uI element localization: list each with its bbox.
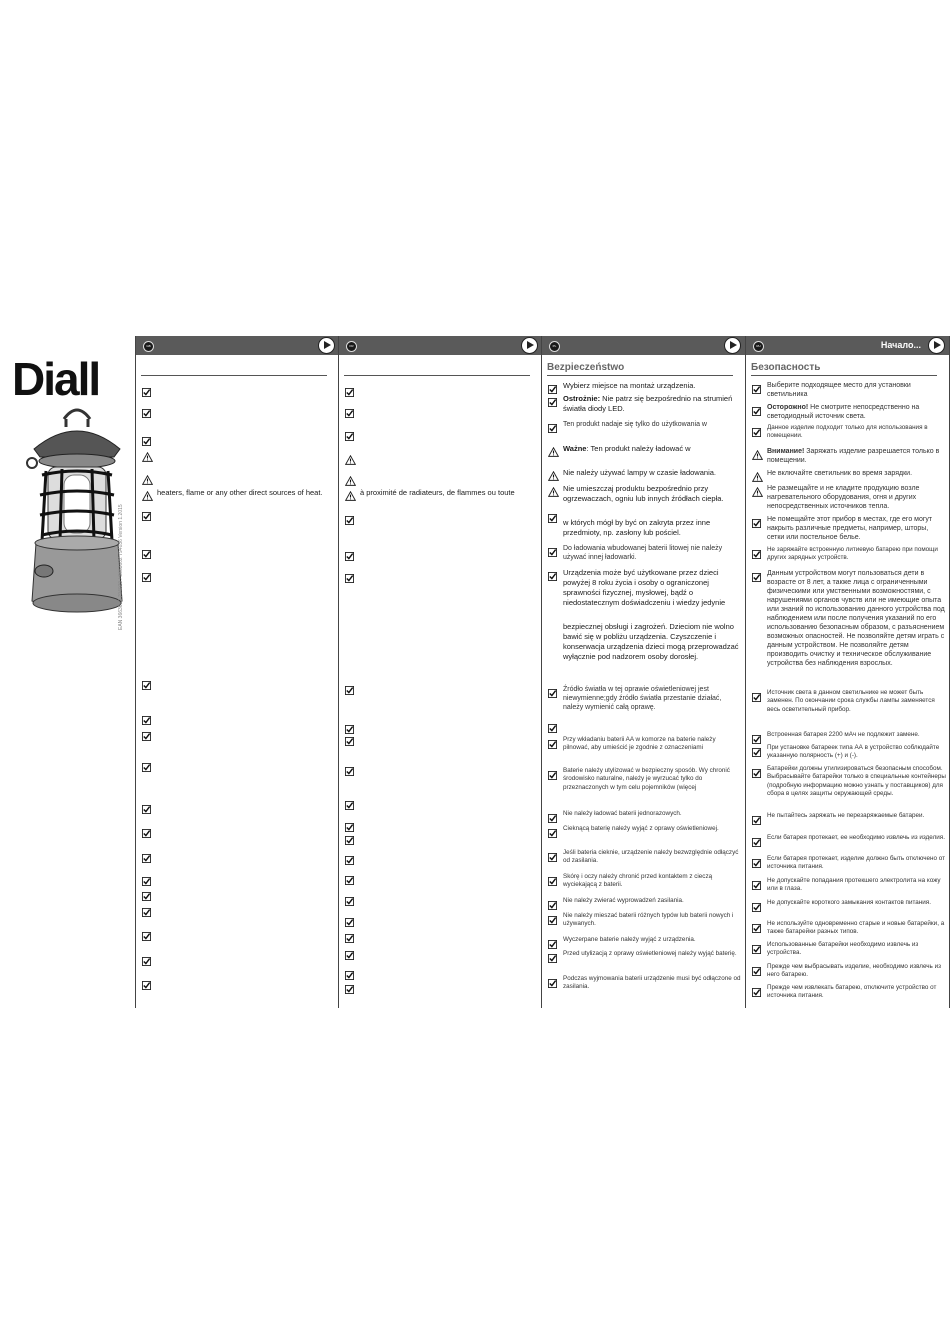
section-title	[344, 362, 530, 376]
checkbox-check-icon	[142, 508, 151, 517]
safety-item-text: bezpiecznej obsługi i zagrożeń. Dzieciom nie wolno bawić się w pobliżu urządzenia. Czyszczenie i konserwacja urządzenia dzieci mogą przeprowadzać wyłącznie pod nadzorem osoby dorosłej.	[563, 622, 739, 661]
warning-triangle-icon	[142, 472, 151, 481]
next-arrow-button[interactable]	[724, 337, 741, 354]
checkbox-check-icon	[752, 963, 761, 972]
checkbox-check-icon	[142, 928, 151, 937]
warning-triangle-icon	[752, 484, 761, 493]
safety-item-text: Не допускайте попадания протекшего электролита на кожу или в глаза.	[767, 877, 941, 893]
checkbox-check-icon	[548, 394, 557, 403]
checkbox-check-icon	[345, 797, 354, 806]
warning-triangle-icon	[345, 488, 354, 497]
checkbox-check-icon	[548, 936, 557, 945]
safety-item-text: Źródło światła w tej oprawie oświetleniowej jest niewymienne;gdy źródło światła przestanie działać, należy wymienić całą oprawę.	[563, 686, 722, 711]
checkbox-check-icon	[548, 825, 557, 834]
safety-item-text: Использованные батарейки необходимо извлечь из устройства.	[767, 941, 919, 957]
checkbox-check-icon	[752, 984, 761, 993]
next-arrow-button[interactable]	[928, 337, 945, 354]
column-header-bar	[136, 336, 339, 355]
safety-item-text: Ostrożnie: Nie patrz się bezpośrednio na strumień światła diody LED.	[563, 394, 733, 413]
safety-item-text: Jeśli bateria cieknie, urządzenie należy bezwzględnie odłączyć od zasilania.	[563, 849, 739, 865]
column-ru	[745, 336, 950, 1008]
checkbox-check-icon	[142, 546, 151, 555]
safety-item-text: Осторожно! Не смотрите непосредственно на светодиодный источник света.	[767, 404, 920, 420]
safety-item-text: Не пытайтесь заряжать не перезаряжаемые батареи.	[767, 812, 925, 819]
checkbox-check-icon	[752, 899, 761, 908]
section-title: Безопасность	[751, 362, 937, 376]
safety-item-text: Если батарея протекает, ее необходимо извлечь из изделия.	[767, 834, 945, 841]
checkbox-check-icon	[548, 767, 557, 776]
checkbox-check-icon	[752, 546, 761, 555]
checkbox-check-icon	[345, 548, 354, 557]
column-gb	[135, 336, 339, 1008]
safety-item-text: При установке батареек типа АА в устройство соблюдайте указанную полярность (+) и (-).	[767, 744, 940, 760]
warning-triangle-icon	[142, 488, 151, 497]
checkbox-check-icon	[345, 967, 354, 976]
checkbox-check-icon	[752, 689, 761, 698]
column-pl	[541, 336, 745, 1008]
safety-item-emphasis: Ważne	[563, 444, 587, 453]
safety-item-emphasis: Ostrożnie:	[563, 394, 601, 403]
safety-item-text: Не включайте светильник во время зарядки.	[767, 470, 913, 477]
checkbox-check-icon	[142, 904, 151, 913]
warning-triangle-icon	[548, 444, 557, 453]
column-fr	[338, 336, 542, 1008]
checkbox-check-icon	[345, 384, 354, 393]
safety-item-text: Nie należy zwierać wyprowadzeń zasilania.	[563, 897, 684, 904]
safety-item-text: Nie należy ładować baterii jednorazowych.	[563, 810, 682, 817]
checkbox-check-icon	[548, 685, 557, 694]
checkbox-check-icon	[752, 855, 761, 864]
checkbox-check-icon	[548, 420, 557, 429]
warning-triangle-icon	[142, 449, 151, 458]
checkbox-check-icon	[752, 731, 761, 740]
start-label: Начало...	[880, 340, 921, 350]
safety-item-text: Urządzenia może być użytkowane przez dzieci powyżej 8 roku życia i osoby o ograniczonej sprawności fizycznej, mysłowej, bądź o niedostatecznym doświadczeniu i wiedzy jedynie	[563, 568, 726, 607]
safety-item-text: Не допускайте короткого замыкания контактов питания.	[767, 899, 931, 906]
checkbox-check-icon	[345, 981, 354, 990]
checkbox-check-icon	[142, 677, 151, 686]
checkbox-check-icon	[142, 405, 151, 414]
checkbox-check-icon	[548, 736, 557, 745]
checkbox-check-icon	[548, 510, 557, 519]
checkbox-check-icon	[142, 953, 151, 962]
safety-item-text: Ten produkt nadaje się tylko do użytkowania w	[563, 421, 707, 428]
next-arrow-button[interactable]	[521, 337, 538, 354]
checkbox-check-icon	[548, 975, 557, 984]
safety-item-text: Данное изделие подходит только для использования в помещении.	[767, 424, 928, 440]
safety-item-text: Baterie należy utylizować w bezpieczny sposób. Wy chronić środowisko naturalne, należy je wyrzucać tylko do przeznaczonych w tym celu pojemników (więcej	[563, 767, 730, 791]
checkbox-check-icon	[548, 544, 557, 553]
checkbox-check-icon	[345, 733, 354, 742]
safety-item-text: Nie należy mieszać baterii różnych typów lub baterii nowych i używanych.	[563, 912, 734, 928]
checkbox-check-icon	[548, 873, 557, 882]
checkbox-check-icon	[548, 381, 557, 390]
safety-item-emphasis: Осторожно!	[767, 404, 809, 411]
checkbox-check-icon	[142, 825, 151, 834]
warning-triangle-icon	[752, 469, 761, 478]
checkbox-check-icon	[752, 744, 761, 753]
warning-triangle-icon	[345, 473, 354, 482]
brand-logo: Diall	[12, 353, 100, 405]
checkbox-check-icon	[548, 912, 557, 921]
safety-item-text: Батарейки должны утилизироваться безопасным способом. Выбрасывайте батарейки только в специальные контейнеры (подробную информацию можно узнать у поставщиков) для сбора в целях защиты окружающей среды.	[767, 765, 946, 797]
safety-item-text: Ważne: Ten produkt należy ładować w	[563, 444, 691, 453]
checkbox-check-icon	[548, 897, 557, 906]
checkbox-check-icon	[548, 849, 557, 858]
product-code: EAN 3663602 794029 / 3663602 794036 Version 1.2015	[118, 504, 124, 630]
safety-item-text: Источник света в данном светильнике не может быть заменен. По окончании срока службы лампы заменяется весь осветительный прибор.	[767, 689, 935, 713]
warning-triangle-icon	[548, 468, 557, 477]
checkbox-check-icon	[752, 403, 761, 412]
checkbox-check-icon	[142, 569, 151, 578]
safety-item-text: Nie umieszczaj produktu bezpośrednio przy ogrzewaczach, ogniu lub innych źródłach ciepła.	[563, 484, 724, 503]
checkbox-check-icon	[345, 763, 354, 772]
checkbox-check-icon	[345, 570, 354, 579]
safety-item-text: Skórę i oczy należy chronić przed kontaktem z cieczą wyciekającą z baterii.	[563, 873, 713, 889]
warning-triangle-icon	[345, 452, 354, 461]
language-badge: GB	[143, 341, 154, 352]
safety-item-text: Не используйте одновременно старые и новые батарейки, а также батарейки разных типов.	[767, 920, 945, 936]
checkbox-check-icon	[345, 832, 354, 841]
column-header-bar	[746, 336, 949, 355]
safety-item-emphasis: Внимание!	[767, 448, 805, 455]
section-title: Bezpieczeństwo	[547, 362, 733, 376]
safety-item-text: à proximité de radiateurs, de flammes ou toute	[360, 488, 515, 497]
checkbox-check-icon	[548, 720, 557, 729]
language-badge: PL	[549, 341, 560, 352]
checkbox-check-icon	[345, 852, 354, 861]
checkbox-check-icon	[752, 515, 761, 524]
checkbox-check-icon	[345, 914, 354, 923]
checkbox-check-icon	[752, 877, 761, 886]
next-arrow-button[interactable]	[318, 337, 335, 354]
column-header-bar	[542, 336, 745, 355]
checkbox-check-icon	[345, 682, 354, 691]
safety-item-text: heaters, flame or any other direct sources of heat.	[157, 488, 323, 497]
safety-item-text: w których mógł by być on zakryta przez inne przedmioty, np. zasłony lub pościel.	[563, 518, 711, 537]
checkbox-check-icon	[752, 765, 761, 774]
checkbox-check-icon	[548, 810, 557, 819]
checkbox-check-icon	[345, 893, 354, 902]
section-title	[141, 362, 327, 376]
checkbox-check-icon	[752, 920, 761, 929]
checkbox-check-icon	[752, 941, 761, 950]
safety-item-text: Do ładowania wbudowanej baterii litowej nie należy używać innej ładowarki.	[563, 545, 723, 561]
checkbox-check-icon	[345, 512, 354, 521]
checkbox-check-icon	[142, 728, 151, 737]
checkbox-check-icon	[142, 712, 151, 721]
checkbox-check-icon	[752, 812, 761, 821]
safety-item-text: Если батарея протекает, изделие должно быть отключено от источника питания.	[767, 855, 945, 871]
checkbox-check-icon	[548, 950, 557, 959]
checkbox-check-icon	[752, 424, 761, 433]
safety-item-text: Выберите подходящее место для установки светильника	[767, 382, 911, 398]
safety-item-text: Wyczerpane baterie należy wyjąć z urządzenia.	[563, 936, 696, 943]
checkbox-check-icon	[345, 872, 354, 881]
checkbox-check-icon	[752, 381, 761, 390]
safety-item-text: Wybierz miejsce na montaż urządzenia.	[563, 381, 696, 390]
checkbox-check-icon	[752, 569, 761, 578]
checkbox-check-icon	[142, 888, 151, 897]
safety-item-text: Не помещайте этот прибор в местах, где его могут накрыть различные предметы, например, шторы, сетки или постельное белье.	[767, 516, 933, 541]
checkbox-check-icon	[142, 759, 151, 768]
safety-item-text: Прежде чем извлекать батарею, отключите устройство от источника питания.	[767, 984, 937, 1000]
checkbox-check-icon	[142, 433, 151, 442]
checkbox-check-icon	[142, 850, 151, 859]
safety-item-text: Nie należy używać lampy w czasie ładowania.	[563, 468, 716, 477]
checkbox-check-icon	[345, 721, 354, 730]
checkbox-check-icon	[752, 834, 761, 843]
checkbox-check-icon	[142, 801, 151, 810]
checkbox-check-icon	[142, 384, 151, 393]
language-badge: FR	[346, 341, 357, 352]
safety-item-text: Przed utylizacją z oprawy oświetleniowej należy wyjąć baterię.	[563, 950, 737, 957]
safety-item-text: Данным устройством могут пользоваться дети в возрасте от 8 лет, а также лица с ограниченными физическими или умственными возможностями, с нарушениями органов чувств или не имеющие опыта или знаний по использованию данного устройства под наблюдением или после получения указаний по его использованию безопасным образом, с разъяснением возможных опасностей. Не позволяйте детям играть с данным устройством. Не позволяйте детям производить очистку и техническое обслуживание устройства без наблюдения взрослых.	[767, 570, 945, 667]
warning-triangle-icon	[548, 484, 557, 493]
column-header-bar	[339, 336, 542, 355]
checkbox-check-icon	[345, 819, 354, 828]
checkbox-check-icon	[345, 405, 354, 414]
safety-item-text: Cieknącą baterię należy wyjąć z oprawy oświetleniowej.	[563, 825, 719, 832]
safety-item-text: Внимание! Заряжать изделие разрешается только в помещении.	[767, 448, 940, 464]
checkbox-check-icon	[345, 947, 354, 956]
safety-item-text: Przy wkładaniu baterii AA w komorze na baterie należy pilnować, aby umieścić je zgodnie z oznaczeniami	[563, 736, 716, 752]
safety-item-text: Podczas wyjmowania baterii urządzenie musi być odłączone od zasilania.	[563, 975, 741, 991]
checkbox-check-icon	[548, 568, 557, 577]
checkbox-check-icon	[142, 873, 151, 882]
warning-triangle-icon	[752, 447, 761, 456]
safety-item-text: Встроенная батарея 2200 мАч не подлежит замене.	[767, 731, 920, 738]
lantern-illustration	[22, 405, 132, 615]
safety-item-text: Не размещайте и не кладите продукцию возле нагревательного оборудования, огня и других непосредственных источников тепла.	[767, 485, 920, 510]
safety-item-text: Прежде чем выбрасывать изделие, необходимо извлечь из него батарею.	[767, 963, 941, 979]
language-badge: RU	[753, 341, 764, 352]
checkbox-check-icon	[345, 428, 354, 437]
safety-item-text: Не заряжайте встроенную литиевую батарею при помощи других зарядных устройств.	[767, 546, 938, 562]
checkbox-check-icon	[142, 977, 151, 986]
checkbox-check-icon	[345, 930, 354, 939]
